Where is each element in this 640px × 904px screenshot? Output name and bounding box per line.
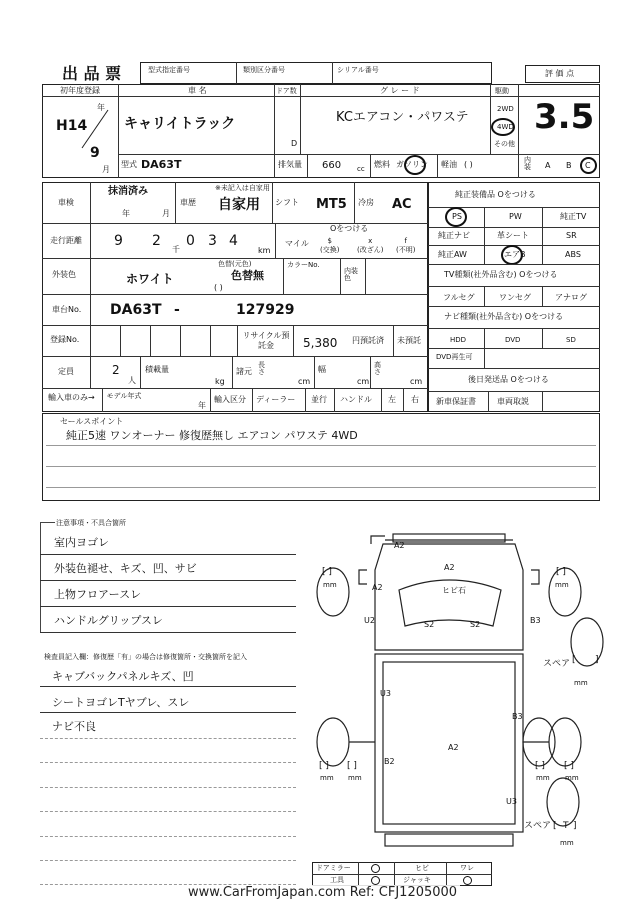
doors-d: D [291, 139, 298, 148]
damage-code: A2 [372, 583, 383, 592]
interior-grade-b: B [566, 161, 572, 170]
repaint-paren: ( ) [214, 283, 223, 292]
legend-break: ワレ [460, 864, 474, 872]
bracket-mark: [ ] [319, 761, 329, 771]
recycle-value: 5,380 [303, 336, 338, 350]
equipment-title: 純正装備品 Oをつける [455, 190, 536, 199]
model-year-label: モデル年式 [106, 392, 142, 400]
inspector-label: 検査員記入欄：修復歴「有」の場合は修復箇所・交換箇所を記入 [44, 653, 247, 661]
fuel-gasoline: ガソリン [396, 160, 428, 169]
odo-option-exchange: $ (交換) [320, 237, 340, 254]
interior-grade-c: C [585, 161, 591, 170]
displacement-label: 排気量 [278, 160, 302, 169]
spare-top-bracket: [ [572, 655, 576, 665]
reg-month: 9 [90, 145, 100, 161]
dims-label: 諸元 [236, 367, 252, 376]
mileage-digit: 2 [152, 233, 161, 249]
fuel-diesel: 軽油 [441, 160, 457, 169]
legend-mirror: ドアミラー [316, 864, 351, 872]
mileage-digit: 0 [186, 233, 195, 249]
damage-code: U3 [380, 689, 391, 698]
mm-label: mm [348, 774, 362, 782]
mm-label: mm [574, 679, 588, 687]
mm-label: mm [536, 774, 550, 782]
score-label: 評 価 点 [545, 69, 575, 78]
damage-code: ヒビ石 [442, 586, 466, 595]
drive-label: 駆動 [495, 87, 509, 95]
handle-label: ハンドル [340, 395, 372, 404]
drive-4wd: 4WD [497, 123, 514, 131]
header-id-box [140, 62, 492, 84]
damage-code: A2 [448, 743, 459, 752]
caution-label: 注意事項・不具合箇所 [56, 519, 126, 527]
mileage-digit: 4 [229, 233, 238, 249]
equip-aw: 純正AW [438, 250, 467, 259]
caution-item: 上物フロアースレ [54, 588, 142, 601]
color-no-label: カラーNo. [287, 261, 320, 269]
navi-dvd: DVD [505, 336, 521, 344]
drive-2wd: 2WD [497, 105, 514, 113]
mm-label: mm [320, 774, 334, 782]
length-label: 長さ [258, 361, 265, 376]
equip-leather: 革シート [497, 231, 529, 240]
mileage-digit: 9 [114, 233, 123, 249]
caution-item: 外装色褪せ、キズ、凹、サビ [54, 562, 197, 575]
ac-label: 冷房 [358, 198, 374, 207]
damage-code: B3 [530, 616, 541, 625]
damage-code: S2 [424, 620, 435, 629]
legend-crack: ヒビ [415, 864, 429, 872]
inspection-month-unit: 月 [162, 209, 170, 218]
width-label: 幅 [318, 365, 326, 374]
caution-item: ハンドルグリップスレ [54, 614, 163, 627]
ac-value: AC [392, 197, 412, 212]
bracket-mark: [ ] [347, 761, 357, 771]
damage-code: B2 [384, 757, 395, 766]
legend-mark [371, 876, 380, 885]
equip-ps-circle [445, 207, 467, 227]
caution-item: 室内ヨゴレ [54, 536, 109, 549]
bracket-mark: [ ] [322, 567, 332, 577]
reg-no-label: 登録No. [50, 335, 80, 344]
color-value: ホワイト [126, 272, 174, 286]
watermark: www.CarFromJapan.com Ref: CFJ1205000 [185, 885, 460, 900]
displacement-value: 660 [322, 160, 342, 171]
legend-jack: ジャッキ [403, 876, 431, 884]
sales-text: 純正5速 ワンオーナー 修復歴無し エアコン パワステ 4WD [66, 429, 358, 442]
car-name-label: 車 名 [188, 86, 207, 95]
history-value: 自家用 [218, 197, 260, 213]
history-note: ※未記入は自家用 [215, 184, 270, 192]
after-warranty: 新車保証書 [436, 397, 476, 406]
import-dealer: ディーラー [256, 395, 296, 404]
spare-bottom-label: スペア [524, 821, 552, 831]
class-label: 類別区分番号 [243, 66, 285, 74]
mm-label: mm [555, 581, 569, 589]
damage-code: U3 [506, 797, 517, 806]
fuel-label: 燃料 [374, 160, 390, 169]
fuel-gasoline-circle [404, 155, 426, 175]
doors-label: ドア数 [276, 87, 297, 95]
drive-4wd-circle [491, 118, 515, 136]
navi-sd: SD [566, 336, 576, 344]
shift-label: シフト [275, 198, 299, 207]
thousand-unit: 千 [172, 245, 180, 254]
damage-code: U2 [364, 616, 375, 625]
interior-grade-a: A [545, 161, 551, 170]
spare-bottom-value: T [563, 821, 569, 831]
import-type-label: 輸入区分 [214, 395, 246, 404]
dvd-playback: DVD再生可 [436, 353, 473, 361]
bracket-mark: [ ] [535, 761, 545, 771]
color-label: 外装色 [52, 270, 76, 279]
chassis-number: 127929 [236, 302, 295, 318]
capacity-unit: 人 [128, 376, 136, 385]
inspector-item: キャブバックパネルキズ、凹 [52, 670, 194, 683]
km-unit: km [258, 246, 271, 255]
chassis-prefix: DA63T [110, 302, 162, 318]
inspector-item: シートヨゴレTヤブレ、スレ [52, 696, 190, 709]
car-name: キャリイトラック [124, 116, 236, 132]
damage-code: A2 [444, 563, 455, 572]
capacity-value: 2 [112, 363, 120, 377]
after-manual: 車両取説 [497, 397, 529, 406]
first-reg-label: 初年度登録 [60, 86, 100, 95]
fuel-paren: ( ) [464, 160, 473, 169]
mm-label: mm [565, 774, 579, 782]
mile-label: マイル [285, 239, 309, 248]
chassis-label: 車台No. [52, 305, 82, 314]
sales-label: セールスポイント [60, 417, 124, 426]
odo-option-unknown: f (不明) [396, 237, 416, 254]
spare-bottom-bracket: [ [553, 821, 557, 831]
navi-title: ナビ種類(社外品含む) Oをつける [444, 312, 564, 321]
bracket-mark: [ ] [564, 761, 574, 771]
chassis-dash: - [174, 302, 180, 318]
handle-right: 右 [411, 395, 419, 404]
spare-top-label: スペア [543, 659, 571, 669]
import-label: 輸入車のみ→ [48, 393, 95, 402]
tv-oneseg: ワンセグ [499, 293, 531, 302]
reg-year: H14 [56, 118, 88, 134]
inspection-label: 車検 [58, 198, 74, 207]
model-year-unit: 年 [198, 401, 206, 410]
length-cm: cm [298, 377, 311, 386]
handle-left: 左 [388, 395, 396, 404]
height-cm: cm [410, 377, 423, 386]
cc-unit: cc [357, 165, 365, 173]
inspection-year-unit: 年 [122, 209, 130, 218]
width-cm: cm [357, 377, 370, 386]
odo-option-tampered: x (改ざん) [357, 237, 384, 254]
inspector-item: ナビ不良 [52, 720, 96, 733]
height-label: 高さ [374, 361, 381, 376]
serial-label: シリアル番号 [337, 66, 379, 74]
inspection-value: 抹消済み [108, 186, 148, 197]
mm-label: mm [323, 581, 337, 589]
odo-note: Oをつける [330, 224, 369, 233]
damage-code: A2 [394, 541, 405, 550]
bracket-mark: [ ] [556, 567, 566, 577]
load-label: 積載量 [145, 365, 169, 374]
recycle-paid: 円預託済 [352, 336, 384, 345]
spare-bottom-bracket-close: ] [573, 821, 577, 831]
recycle-label: リサイクル預託金 [242, 331, 290, 350]
model-label: 型式 [121, 160, 137, 169]
equip-tv: 純正TV [560, 212, 587, 221]
equip-airbag-circle [501, 245, 523, 265]
equip-sr: SR [566, 231, 577, 240]
month-unit: 月 [102, 165, 110, 174]
spare-top-bracket-close: ] [595, 655, 599, 665]
navi-hdd: HDD [450, 336, 467, 344]
equip-navi: 純正ナビ [438, 231, 470, 240]
equip-abs: ABS [565, 250, 581, 259]
legend-mark [371, 864, 380, 873]
recycle-unpaid: 未預託 [397, 336, 421, 345]
repaint-label: 色替(元色) [218, 260, 252, 268]
after-title: 後日発送品 Oをつける [468, 375, 549, 384]
equip-airbag: エアB [504, 250, 526, 259]
legend-tools: 工具 [330, 876, 344, 884]
import-parallel: 並行 [311, 395, 327, 404]
grade-label: グ レ ー ド [380, 86, 420, 95]
drive-other: その他 [494, 140, 515, 148]
tv-analog: アナログ [555, 293, 587, 302]
interior-label: 内装 [524, 156, 531, 171]
grade-value: KCエアコン・パワステ [336, 110, 469, 125]
legend-mark [463, 876, 472, 885]
interior-grade-circle [580, 157, 597, 174]
history-label: 車歴 [180, 198, 196, 207]
load-kg: kg [215, 377, 225, 386]
evaluation-score: 3.5 [534, 97, 595, 137]
model-value: DA63T [141, 158, 182, 171]
sheet-title: 出 品 票 [62, 64, 122, 83]
mileage-label: 走行距離 [50, 236, 82, 245]
mm-label: mm [560, 839, 574, 847]
equip-pw: PW [509, 212, 522, 221]
damage-code: B3 [512, 712, 523, 721]
tv-fullseg: フルセグ [443, 293, 475, 302]
mileage-digit: 3 [208, 233, 217, 249]
tv-title: TV種類(社外品含む) Oをつける [444, 270, 558, 279]
year-unit: 年 [97, 103, 105, 112]
equip-ps: PS [452, 212, 462, 221]
shift-value: MT5 [316, 197, 347, 212]
int-color-label: 内装色 [344, 267, 358, 282]
repaint-value: 色替無 [231, 269, 264, 282]
capacity-label: 定員 [58, 367, 74, 376]
type-cert-label: 型式指定番号 [148, 66, 190, 74]
damage-code: S2 [470, 620, 481, 629]
